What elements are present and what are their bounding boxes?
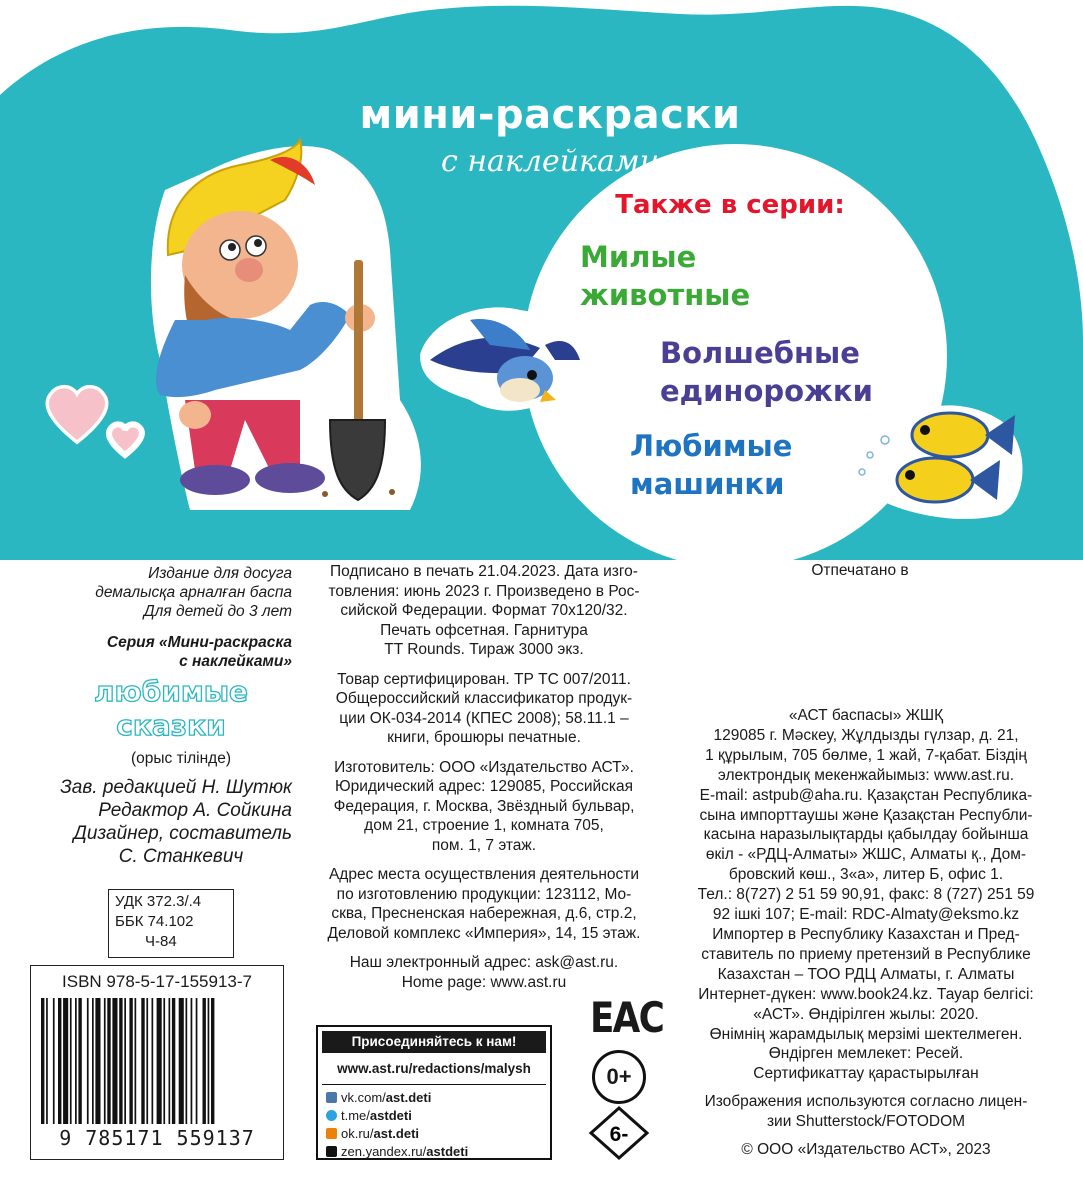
text-line: по изготовлению продукции: 123112, Мо- — [336, 885, 632, 903]
barcode-bar — [95, 998, 100, 1124]
text-line: Импортер в Республику Казахстан и Пред- — [712, 925, 1020, 943]
barcode-bar — [70, 998, 72, 1124]
text-line: ции ОК-034-2014 (КПЕС 2008); 58.11.1 – — [339, 709, 629, 727]
text-line: пом. 1, 7 этаж. — [431, 836, 537, 854]
social-link-ok[interactable] — [326, 1125, 550, 1143]
also-item-line: Любимые — [630, 429, 793, 463]
barcode-bar — [169, 998, 171, 1124]
also-item-cars — [630, 427, 792, 503]
barcode-bar — [53, 998, 55, 1124]
barcode-bar — [157, 998, 162, 1124]
barcode-bar — [191, 998, 193, 1124]
social-links-box — [316, 1025, 552, 1160]
text-line: Изготовитель: ООО «Издательство АСТ». — [334, 758, 634, 776]
text-line: электрондық мекенжайымыз: www.ast.ru. — [717, 766, 1015, 784]
intro-line: демалысқа арналған баспа — [95, 584, 292, 601]
series-subtitle: с наклейками — [440, 144, 660, 179]
printed-in: Отпечатано в — [811, 562, 909, 579]
also-item-unicorns — [660, 334, 873, 410]
barcode-bar — [58, 998, 61, 1124]
text-line: E-mail: astpub@aha.ru. Қазақстан Республика- — [699, 786, 1033, 804]
text-line: товления: июнь 2023 г. Произведено в Рос- — [328, 582, 640, 600]
barcode-bar — [46, 998, 48, 1124]
barcode-bar — [119, 998, 122, 1124]
barcode-bar — [196, 998, 198, 1124]
series-title: мини-раскраски — [359, 92, 741, 138]
text-line: Өндірген мемлекет: Ресей. — [768, 1045, 964, 1063]
text-line: 129085 г. Мәскеу, Жұлдызды гүлзар, д. 21, — [713, 726, 1019, 744]
text-line: бровский көш., 3«а», литер Б, офис 1. — [728, 866, 1004, 884]
social-link-zen[interactable] — [326, 1143, 550, 1161]
link-handle: ast.deti — [385, 1090, 432, 1105]
book-title-line: сказки — [116, 709, 226, 742]
link-prefix: ok.ru/ — [341, 1126, 374, 1141]
social-url[interactable]: www.ast.ru/redactions/malysh — [337, 1061, 531, 1076]
text-line: книги, брошюры печатные. — [387, 729, 581, 746]
age-rating-6-badge — [588, 1105, 650, 1161]
staff-line: Дизайнер, составитель — [73, 823, 292, 844]
barcode-bar — [211, 998, 214, 1124]
udk-code: УДК 372.3/.4 — [115, 893, 202, 910]
print-info — [306, 562, 662, 660]
right-column — [668, 706, 1064, 1160]
text-line: «АСТ баспасы» ЖШҚ — [788, 707, 944, 724]
barcode-bar — [208, 998, 210, 1124]
text-line: Сертификаттау қарастырылған — [753, 1065, 979, 1083]
language-note: (орыс тілінде) — [130, 750, 232, 767]
barcode-bar — [163, 998, 165, 1124]
barcode-bar — [179, 998, 184, 1124]
middle-column — [306, 562, 662, 1002]
text-line: 1 құрылым, 705 бөлме, 1 жай, 7-қабат. Біздің — [705, 746, 1027, 764]
barcode-bar — [141, 998, 144, 1124]
text-line: сына импорттаушы және Қазақстан Республи- — [699, 806, 1033, 824]
barcode-bar — [112, 998, 117, 1124]
text-line: Подписано в печать 21.04.2023. Дата изго- — [330, 563, 638, 580]
text-line: Печать офсетная. Гарнитура — [380, 621, 588, 639]
text-line: Интернет-дүкен: www.book24.kz. Тауар белгісі: — [698, 985, 1034, 1003]
barcode-bar — [124, 998, 126, 1124]
barcode-bar — [203, 998, 206, 1124]
barcode-bar — [87, 998, 89, 1124]
link-handle: astdeti — [426, 1144, 469, 1159]
barcode-bar — [78, 998, 81, 1124]
text-line: 92 ішкі 107; E-mail: RDC-Almaty@eksmo.kz — [712, 906, 1020, 924]
also-item-line: Волшебные — [660, 336, 860, 370]
book-title — [30, 675, 292, 743]
link-handle: astdeti — [369, 1108, 412, 1123]
barcode-bar — [152, 998, 154, 1124]
intro-line: Для детей до 3 лет — [143, 603, 292, 620]
age-rating-6-text: 6- — [609, 1123, 629, 1146]
barcode-bar — [146, 998, 148, 1124]
link-handle: ast.deti — [373, 1126, 420, 1141]
text-line: Адрес места осуществления деятельности — [328, 866, 640, 883]
text-line: Общероссийский классификатор продук- — [335, 690, 633, 707]
text-line: Товар сертифицирован. ТР ТС 007/2011. — [337, 670, 631, 688]
barcode-bar — [41, 998, 44, 1124]
barcode-bar — [186, 998, 188, 1124]
social-link-telegram[interactable] — [326, 1107, 550, 1125]
cover-artwork — [0, 0, 1083, 560]
certification-info — [306, 670, 662, 748]
zen-icon — [326, 1146, 337, 1157]
social-link-vk[interactable] — [326, 1089, 550, 1107]
barcode-bar — [75, 998, 77, 1124]
text-line: өкіл - «РДЦ-Алматы» ЖШС, Алматы қ., Дом- — [705, 846, 1027, 864]
staff-line: С. Станкевич — [118, 846, 244, 867]
odnoklassniki-icon — [326, 1128, 337, 1139]
also-item-line: единорожки — [660, 374, 873, 408]
text-line: Тел.: 8(727) 2 51 59 90,91, факс: 8 (727) 251 59 — [697, 886, 1035, 904]
homepage-line: Home page: www.ast.ru — [401, 973, 567, 991]
eac-mark: EAC — [590, 993, 664, 1042]
bbk-code: ББК 74.102 — [115, 913, 194, 930]
contact-info — [306, 953, 662, 992]
text-line: ставитель по приему претензий в Республике — [701, 945, 1031, 963]
social-header: Присоединяйтесь к нам! — [322, 1031, 546, 1053]
text-line: Юридический адрес: 129085, Российская — [334, 778, 634, 795]
text-line: дом 21, строение 1, комната 705, — [364, 817, 604, 834]
also-item-line: Милые — [580, 240, 697, 274]
intro-line: Издание для досуга — [148, 565, 292, 582]
age-rating-0-badge: 0+ — [592, 1050, 646, 1104]
email-line: Наш электронный адрес: ask@ast.ru. — [349, 954, 619, 971]
text-line: касына наразылықтарды қабылдау бойынша — [703, 826, 1029, 844]
text-line: Федерация, г. Москва, Звёздный бульвар, — [333, 797, 635, 815]
isbn-text: ISBN 978-5-17-155913-7 — [62, 972, 252, 991]
barcode-bar — [135, 998, 137, 1124]
production-address — [306, 865, 662, 943]
also-item-animals — [580, 238, 750, 314]
telegram-icon — [326, 1110, 337, 1121]
series-line: с наклейками» — [179, 653, 292, 670]
also-item-line: животные — [580, 278, 751, 312]
text-line: Деловой комплекс «Империя», 14, 15 этаж. — [327, 924, 641, 942]
barcode-bar — [104, 998, 106, 1124]
link-prefix: vk.com/ — [341, 1090, 386, 1105]
vk-icon — [326, 1092, 337, 1103]
left-column — [30, 564, 292, 868]
barcode — [39, 998, 275, 1128]
author-mark: Ч-84 — [145, 933, 177, 950]
text-line: «АСТ». Өндірілген жылы: 2020. — [753, 1005, 979, 1023]
barcode-bar — [172, 998, 175, 1124]
manufacturer-info — [306, 758, 662, 856]
barcode-bar — [129, 998, 132, 1124]
text-line: Изображения используются согласно лицен- — [704, 1093, 1028, 1111]
isbn-barcode-box — [30, 965, 284, 1160]
text-line: Өнімнің жарамдылық мерзімі шектелмеген. — [709, 1025, 1023, 1043]
barcode-bar — [107, 998, 110, 1124]
text-line: TT Rounds. Тираж 3000 экз. — [384, 641, 584, 658]
also-in-series-heading: Также в серии: — [615, 190, 845, 220]
staff-line: Зав. редакцией Н. Шутюк — [60, 777, 292, 798]
also-item-line: машинки — [630, 467, 785, 501]
staff-line: Редактор А. Сойкина — [98, 800, 292, 821]
barcode-bar — [63, 998, 68, 1124]
copyright-line: © ООО «Издательство АСТ», 2023 — [741, 1141, 991, 1159]
text-line: Казахстан – ТОО РДЦ Алматы, г. Алматы — [717, 965, 1015, 983]
link-prefix: t.me/ — [341, 1108, 370, 1123]
classification-box — [108, 889, 234, 958]
text-line: сийской Федерации. Формат 70x120/32. — [340, 602, 628, 619]
barcode-bar — [92, 998, 94, 1124]
barcode-digits: 9 785171 559137 — [59, 1126, 255, 1150]
text-line: сква, Пресненская набережная, д.6, стр.2, — [331, 905, 637, 922]
book-title-line: любимые — [93, 675, 249, 708]
text-line: зии Shutterstock/FOTODOM — [766, 1113, 966, 1131]
series-line: Серия «Мини-раскраска — [106, 634, 292, 651]
link-prefix: zen.yandex.ru/ — [341, 1144, 427, 1159]
